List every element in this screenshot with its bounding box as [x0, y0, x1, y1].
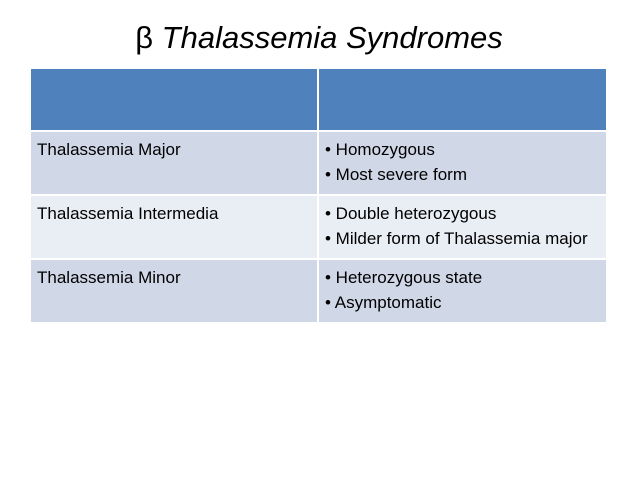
syndromes-table [31, 69, 606, 322]
features-list [325, 201, 600, 251]
feature-item: • Asymptomatic [325, 293, 442, 312]
slide-title [0, 18, 638, 58]
syndrome-features-cell [318, 195, 606, 259]
syndrome-name-cell: Thalassemia Major [31, 131, 318, 195]
table-row [31, 259, 606, 322]
feature-item: • Heterozygous state [325, 268, 483, 287]
header-cell-type [31, 69, 318, 131]
table-row [31, 195, 606, 259]
syndrome-name-cell: Thalassemia Intermedia [31, 195, 318, 259]
features-list [325, 265, 600, 315]
feature-item: • Most severe form [325, 165, 467, 184]
title-text: Thalassemia Syndromes [161, 20, 503, 55]
table-header-row [31, 69, 606, 131]
title-symbol: β [135, 20, 154, 55]
feature-item: • Milder form of Thalassemia major [325, 229, 588, 248]
syndrome-features-cell [318, 259, 606, 322]
feature-item: • Homozygous [325, 140, 435, 159]
features-list [325, 137, 600, 187]
header-cell-features [318, 69, 606, 131]
syndrome-features-cell [318, 131, 606, 195]
feature-item: • Double heterozygous [325, 204, 497, 223]
syndrome-name-cell: Thalassemia Minor [31, 259, 318, 322]
table-row [31, 131, 606, 195]
